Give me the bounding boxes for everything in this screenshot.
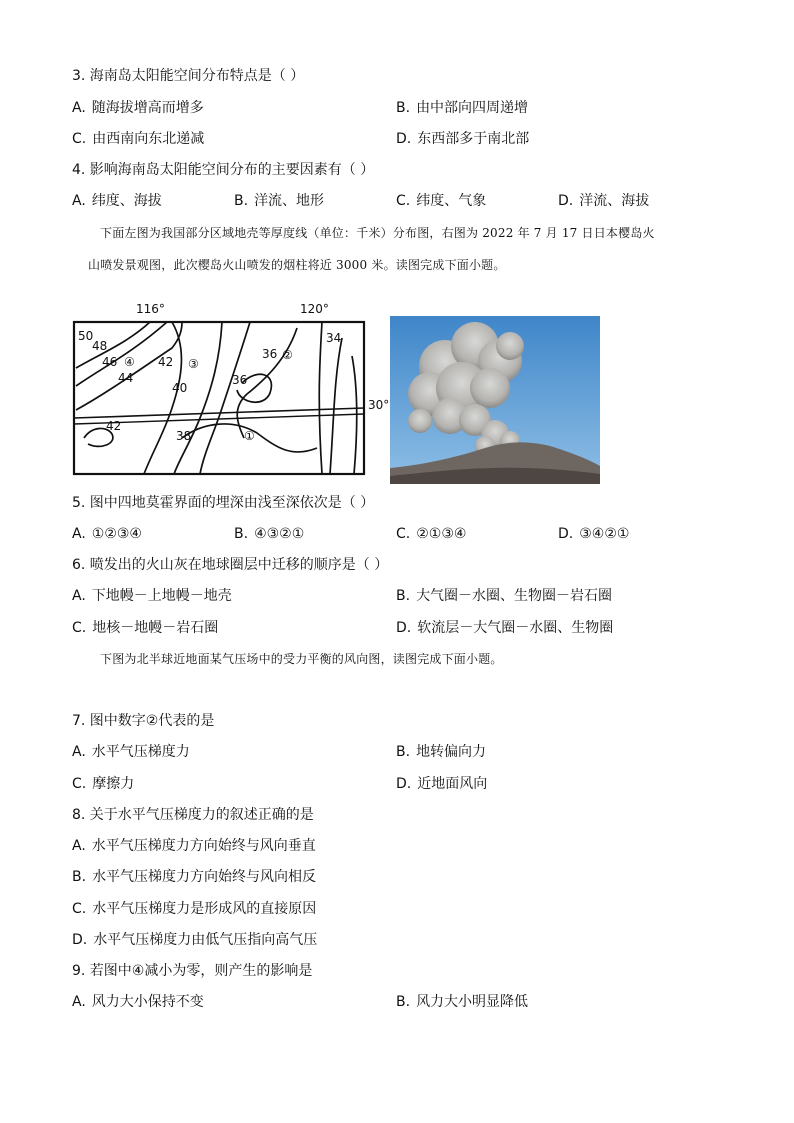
option-text: 水平气压梯度力是形成风的直接原因 bbox=[92, 901, 317, 917]
option-text: 水平气压梯度力方向始终与风向相反 bbox=[92, 869, 317, 885]
q6-option-c[interactable] bbox=[72, 619, 218, 637]
option-letter: C. bbox=[72, 776, 87, 792]
q4-option-c[interactable] bbox=[396, 192, 486, 210]
q3-option-c[interactable] bbox=[72, 130, 204, 148]
q5-stem: 5. 图中四地莫霍界面的埋深由浅至深依次是（ ） bbox=[72, 495, 375, 511]
crust-thickness-map bbox=[72, 298, 390, 480]
lat-label-30: 30° bbox=[368, 398, 390, 412]
contour-label-36-b: 36 bbox=[232, 373, 248, 387]
q9-stem: 9. 若图中④减小为零，则产生的影响是 bbox=[72, 963, 313, 979]
option-text: 地转偏向力 bbox=[416, 744, 487, 760]
contour-label-46: 46 bbox=[102, 355, 118, 369]
option-text: 软流层－大气圈－水圈、生物圈 bbox=[417, 620, 614, 636]
option-text: 洋流、地形 bbox=[254, 193, 325, 209]
option-text: 下地幔－上地幔－地壳 bbox=[91, 588, 232, 604]
option-text: 水平气压梯度力由低气压指向高气压 bbox=[93, 932, 318, 948]
sakurajima-eruption-photo bbox=[390, 316, 600, 484]
q7-option-a[interactable] bbox=[72, 743, 190, 761]
option-letter: A. bbox=[72, 994, 86, 1010]
option-letter: D. bbox=[396, 776, 412, 792]
contour-label-34: 34 bbox=[326, 331, 342, 345]
option-letter: B. bbox=[396, 588, 411, 604]
q3-option-d[interactable] bbox=[396, 130, 529, 148]
option-text: 风力大小明显降低 bbox=[416, 994, 529, 1010]
option-letter: C. bbox=[72, 131, 87, 147]
point-label-2: ② bbox=[282, 348, 293, 362]
option-text: 近地面风向 bbox=[417, 776, 488, 792]
q8-stem: 8. 关于水平气压梯度力的叙述正确的是 bbox=[72, 807, 314, 823]
option-letter: A. bbox=[72, 588, 86, 604]
option-letter: D. bbox=[558, 193, 574, 209]
lon-label-120: 120° bbox=[300, 302, 329, 316]
contour-label-40: 40 bbox=[172, 381, 188, 395]
q6-option-b[interactable] bbox=[396, 587, 612, 605]
option-letter: B. bbox=[396, 994, 411, 1010]
q5-option-c[interactable] bbox=[396, 525, 466, 543]
option-letter: B. bbox=[234, 193, 249, 209]
option-text: ③④②① bbox=[579, 526, 630, 542]
option-letter: D. bbox=[396, 131, 412, 147]
contour-label-42: 42 bbox=[158, 355, 174, 369]
contour-label-44: 44 bbox=[118, 371, 134, 385]
option-letter: C. bbox=[396, 526, 411, 542]
option-letter: A. bbox=[72, 838, 86, 854]
q8-option-c[interactable] bbox=[72, 900, 316, 918]
option-letter: B. bbox=[234, 526, 249, 542]
intro-2: 下图为北半球近地面某气压场中的受力平衡的风向图，读图完成下面小题。 bbox=[100, 652, 503, 666]
q4-option-a[interactable] bbox=[72, 192, 162, 210]
q7-option-c[interactable] bbox=[72, 775, 134, 793]
option-text: 摩擦力 bbox=[92, 776, 135, 792]
q3-option-b[interactable] bbox=[396, 99, 528, 117]
q9-option-a[interactable] bbox=[72, 993, 204, 1011]
option-letter: A. bbox=[72, 100, 86, 116]
option-letter: A. bbox=[72, 526, 86, 542]
q5-option-d[interactable] bbox=[558, 525, 629, 543]
q4-stem: 4. 影响海南岛太阳能空间分布的主要因素有（ ） bbox=[72, 162, 375, 178]
contour-label-48: 48 bbox=[92, 339, 108, 353]
option-text: 水平气压梯度力 bbox=[91, 744, 190, 760]
q4-option-d[interactable] bbox=[558, 192, 649, 210]
intro-line-2: 山喷发景观图，此次樱岛火山喷发的烟柱将近 3000 米。读图完成下面小题。 bbox=[88, 258, 506, 272]
q7-stem: 7. 图中数字②代表的是 bbox=[72, 713, 215, 729]
option-letter: B. bbox=[396, 100, 411, 116]
point-label-3: ③ bbox=[188, 357, 199, 371]
option-letter: D. bbox=[558, 526, 574, 542]
option-letter: C. bbox=[72, 901, 87, 917]
option-letter: D. bbox=[72, 932, 88, 948]
option-letter: A. bbox=[72, 193, 86, 209]
option-text: ①②③④ bbox=[91, 526, 142, 542]
option-letter: D. bbox=[396, 620, 412, 636]
q5-option-a[interactable] bbox=[72, 525, 142, 543]
point-label-4: ④ bbox=[124, 355, 135, 369]
contour-label-38: 38 bbox=[176, 429, 192, 443]
q7-option-d[interactable] bbox=[396, 775, 487, 793]
option-text: ②①③④ bbox=[416, 526, 467, 542]
option-text: 纬度、海拔 bbox=[91, 193, 162, 209]
contour-label-42-south: 42 bbox=[106, 419, 122, 433]
q6-option-a[interactable] bbox=[72, 587, 232, 605]
q7-option-b[interactable] bbox=[396, 743, 486, 761]
lon-label-116: 116° bbox=[136, 302, 165, 316]
q6-option-d[interactable] bbox=[396, 619, 613, 637]
intro-line-1: 下面左图为我国部分区域地壳等厚度线（单位：千米）分布图，右图为 2022 年 7 月 17 日日本樱岛火 bbox=[100, 226, 655, 240]
point-label-1: ① bbox=[244, 429, 255, 443]
option-letter: B. bbox=[396, 744, 411, 760]
q9-option-b[interactable] bbox=[396, 993, 528, 1011]
contour-label-50: 50 bbox=[78, 329, 94, 343]
option-text: 由中部向四周递增 bbox=[416, 100, 529, 116]
option-text: 水平气压梯度力方向始终与风向垂直 bbox=[91, 838, 316, 854]
q4-option-b[interactable] bbox=[234, 192, 324, 210]
option-letter: B. bbox=[72, 869, 87, 885]
option-text: 由西南向东北递减 bbox=[92, 131, 205, 147]
q3-option-a[interactable] bbox=[72, 99, 204, 117]
option-letter: C. bbox=[72, 620, 87, 636]
option-text: ④③②① bbox=[254, 526, 305, 542]
q3-stem: 3. 海南岛太阳能空间分布特点是（ ） bbox=[72, 68, 305, 84]
option-letter: A. bbox=[72, 744, 86, 760]
option-text: 大气圈－水圈、生物圈－岩石圈 bbox=[416, 588, 613, 604]
contour-label-36-a: 36 bbox=[262, 347, 278, 361]
option-text: 洋流、海拔 bbox=[579, 193, 650, 209]
option-text: 随海拔增高而增多 bbox=[91, 100, 204, 116]
q8-option-d[interactable] bbox=[72, 931, 317, 949]
option-letter: C. bbox=[396, 193, 411, 209]
q8-option-b[interactable] bbox=[72, 868, 316, 886]
q5-option-b[interactable] bbox=[234, 525, 304, 543]
option-text: 风力大小保持不变 bbox=[91, 994, 204, 1010]
option-text: 纬度、气象 bbox=[416, 193, 487, 209]
option-text: 东西部多于南北部 bbox=[417, 131, 530, 147]
option-text: 地核－地幔－岩石圈 bbox=[92, 620, 219, 636]
q8-option-a[interactable] bbox=[72, 837, 316, 855]
q6-stem: 6. 喷发出的火山灰在地球圈层中迁移的顺序是（ ） bbox=[72, 557, 389, 573]
